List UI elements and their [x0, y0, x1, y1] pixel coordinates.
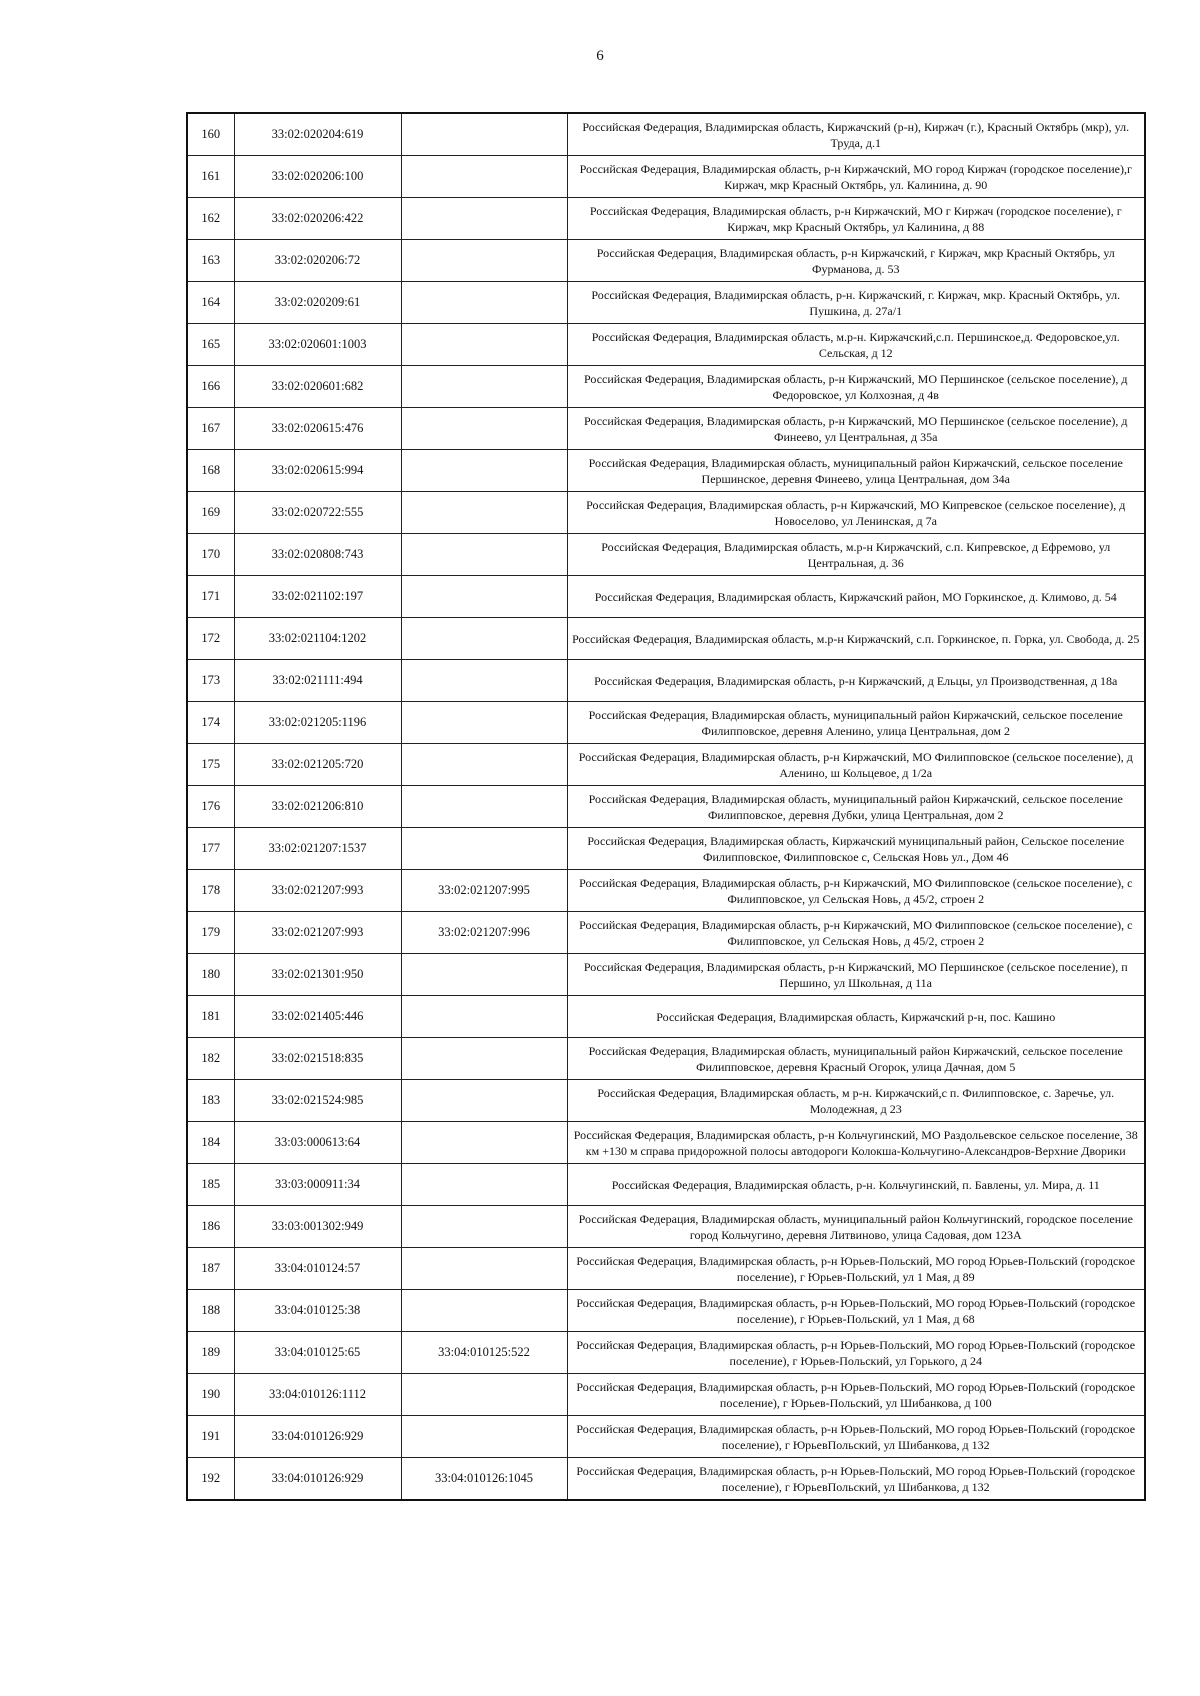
- address-cell: Российская Федерация, Владимирская область, р-н Юрьев-Польский, МО город Юрьев-Польский (городское поселение), г Юрьев-Польский, ул Горького, д 24: [567, 1332, 1145, 1374]
- address-cell: Российская Федерация, Владимирская область, р-н Киржачский, МО город Киржач (городское поселение),г Киржач, мкр Красный Октябрь, ул. Калинина, д. 90: [567, 156, 1145, 198]
- related-cadastral-number-cell: 33:04:010126:1045: [401, 1458, 567, 1501]
- row-number-cell: 182: [187, 1038, 234, 1080]
- row-number-cell: 187: [187, 1248, 234, 1290]
- related-cadastral-number-cell: [401, 408, 567, 450]
- row-number-cell: 178: [187, 870, 234, 912]
- address-cell: Российская Федерация, Владимирская область, р-н Кольчугинский, МО Раздольевское сельское поселение, 38 км +130 м справа придорожной полосы автодороги Колокша-Кольчугино-Александров-Верхние Дворики: [567, 1122, 1145, 1164]
- cadastral-number-cell: 33:02:020204:619: [234, 113, 401, 156]
- table-row: [187, 660, 1145, 702]
- related-cadastral-number-cell: [401, 744, 567, 786]
- cadastral-number-cell: 33:03:000911:34: [234, 1164, 401, 1206]
- table-row: [187, 1332, 1145, 1374]
- row-number-cell: 181: [187, 996, 234, 1038]
- related-cadastral-number-cell: [401, 198, 567, 240]
- address-cell: Российская Федерация, Владимирская область, р-н. Киржачский, г. Киржач, мкр. Красный Октябрь, ул. Пушкина, д. 27а/1: [567, 282, 1145, 324]
- related-cadastral-number-cell: [401, 1206, 567, 1248]
- address-cell: Российская Федерация, Владимирская область, р-н Киржачский, г Киржач, мкр Красный Октябрь, ул Фурманова, д. 53: [567, 240, 1145, 282]
- cadastral-number-cell: 33:02:021104:1202: [234, 618, 401, 660]
- row-number-cell: 177: [187, 828, 234, 870]
- address-cell: Российская Федерация, Владимирская область, р-н Киржачский, МО Першинское (сельское поселение), д Федоровское, ул Колхозная, д 4в: [567, 366, 1145, 408]
- address-cell: Российская Федерация, Владимирская область, м р-н. Киржачский,с п. Филипповское, с. Заречье, ул. Молодежная, д 23: [567, 1080, 1145, 1122]
- row-number-cell: 169: [187, 492, 234, 534]
- registry-table-body: [187, 113, 1145, 1500]
- related-cadastral-number-cell: 33:04:010125:522: [401, 1332, 567, 1374]
- related-cadastral-number-cell: 33:02:021207:996: [401, 912, 567, 954]
- cadastral-number-cell: 33:02:020601:1003: [234, 324, 401, 366]
- row-number-cell: 162: [187, 198, 234, 240]
- table-row: [187, 1374, 1145, 1416]
- cadastral-number-cell: 33:04:010125:38: [234, 1290, 401, 1332]
- cadastral-number-cell: 33:02:021102:197: [234, 576, 401, 618]
- table-row: [187, 492, 1145, 534]
- row-number-cell: 184: [187, 1122, 234, 1164]
- table-row: [187, 702, 1145, 744]
- cadastral-number-cell: 33:02:020209:61: [234, 282, 401, 324]
- cadastral-number-cell: 33:02:020722:555: [234, 492, 401, 534]
- row-number-cell: 185: [187, 1164, 234, 1206]
- address-cell: Российская Федерация, Владимирская область, р-н Киржачский, МО г Киржач (городское поселение), г Киржач, мкр Красный Октябрь, ул Калинина, д 88: [567, 198, 1145, 240]
- cadastral-number-cell: 33:04:010126:1112: [234, 1374, 401, 1416]
- registry-table: [186, 112, 1146, 1501]
- related-cadastral-number-cell: [401, 1038, 567, 1080]
- row-number-cell: 172: [187, 618, 234, 660]
- related-cadastral-number-cell: [401, 702, 567, 744]
- cadastral-number-cell: 33:02:020206:422: [234, 198, 401, 240]
- address-cell: Российская Федерация, Владимирская область, р-н. Кольчугинский, п. Бавлены, ул. Мира, д. 11: [567, 1164, 1145, 1206]
- cadastral-number-cell: 33:02:021524:985: [234, 1080, 401, 1122]
- table-row: [187, 1080, 1145, 1122]
- row-number-cell: 167: [187, 408, 234, 450]
- related-cadastral-number-cell: [401, 618, 567, 660]
- table-row: [187, 113, 1145, 156]
- address-cell: Российская Федерация, Владимирская область, р-н Киржачский, МО Першинское (сельское поселение), д Финеево, ул Центральная, д 35а: [567, 408, 1145, 450]
- cadastral-number-cell: 33:02:021405:446: [234, 996, 401, 1038]
- related-cadastral-number-cell: [401, 324, 567, 366]
- row-number-cell: 190: [187, 1374, 234, 1416]
- address-cell: Российская Федерация, Владимирская область, Киржачский район, МО Горкинское, д. Климово, д. 54: [567, 576, 1145, 618]
- table-row: [187, 1458, 1145, 1501]
- table-row: [187, 282, 1145, 324]
- row-number-cell: 186: [187, 1206, 234, 1248]
- cadastral-number-cell: 33:02:021207:993: [234, 912, 401, 954]
- cadastral-number-cell: 33:04:010125:65: [234, 1332, 401, 1374]
- row-number-cell: 188: [187, 1290, 234, 1332]
- table-row: [187, 450, 1145, 492]
- related-cadastral-number-cell: [401, 1416, 567, 1458]
- address-cell: Российская Федерация, Владимирская область, муниципальный район Киржачский, сельское поселение Филипповское, деревня Красный Огорок, улица Дачная, дом 5: [567, 1038, 1145, 1080]
- related-cadastral-number-cell: [401, 1248, 567, 1290]
- row-number-cell: 180: [187, 954, 234, 996]
- related-cadastral-number-cell: [401, 156, 567, 198]
- address-cell: Российская Федерация, Владимирская область, р-н Киржачский, МО Филипповское (сельское поселение), с Филипповское, ул Сельская Новь, д 45/2, строен 2: [567, 870, 1145, 912]
- address-cell: Российская Федерация, Владимирская область, р-н Юрьев-Польский, МО город Юрьев-Польский (городское поселение), г Юрьев-Польский, ул Шибанкова, д 100: [567, 1374, 1145, 1416]
- related-cadastral-number-cell: [401, 660, 567, 702]
- cadastral-number-cell: 33:02:020206:100: [234, 156, 401, 198]
- address-cell: Российская Федерация, Владимирская область, р-н Киржачский, МО Першинское (сельское поселение), п Першино, ул Школьная, д 11а: [567, 954, 1145, 996]
- related-cadastral-number-cell: [401, 1080, 567, 1122]
- related-cadastral-number-cell: [401, 576, 567, 618]
- related-cadastral-number-cell: [401, 1374, 567, 1416]
- table-row: [187, 1038, 1145, 1080]
- row-number-cell: 191: [187, 1416, 234, 1458]
- row-number-cell: 165: [187, 324, 234, 366]
- address-cell: Российская Федерация, Владимирская область, Киржачский (р-н), Киржач (г.), Красный Октябрь (мкр), ул. Труда, д.1: [567, 113, 1145, 156]
- row-number-cell: 161: [187, 156, 234, 198]
- cadastral-number-cell: 33:02:021205:720: [234, 744, 401, 786]
- address-cell: Российская Федерация, Владимирская область, м.р-н. Киржачский,с.п. Першинское,д. Федоровское,ул. Сельская, д 12: [567, 324, 1145, 366]
- cadastral-number-cell: 33:02:020601:682: [234, 366, 401, 408]
- table-row: [187, 1416, 1145, 1458]
- row-number-cell: 164: [187, 282, 234, 324]
- related-cadastral-number-cell: [401, 113, 567, 156]
- table-row: [187, 408, 1145, 450]
- row-number-cell: 170: [187, 534, 234, 576]
- table-row: [187, 1122, 1145, 1164]
- table-row: [187, 366, 1145, 408]
- cadastral-number-cell: 33:02:021301:950: [234, 954, 401, 996]
- table-row: [187, 870, 1145, 912]
- related-cadastral-number-cell: [401, 492, 567, 534]
- address-cell: Российская Федерация, Владимирская область, р-н Юрьев-Польский, МО город Юрьев-Польский (городское поселение), г Юрьев-Польский, ул 1 Мая, д 89: [567, 1248, 1145, 1290]
- related-cadastral-number-cell: [401, 282, 567, 324]
- cadastral-number-cell: 33:04:010124:57: [234, 1248, 401, 1290]
- related-cadastral-number-cell: 33:02:021207:995: [401, 870, 567, 912]
- address-cell: Российская Федерация, Владимирская область, р-н Киржачский, МО Филипповское (сельское поселение), д Аленино, ш Кольцевое, д 1/2а: [567, 744, 1145, 786]
- table-row: [187, 828, 1145, 870]
- related-cadastral-number-cell: [401, 786, 567, 828]
- address-cell: Российская Федерация, Владимирская область, м.р-н Киржачский, с.п. Горкинское, п. Горка, ул. Свобода, д. 25: [567, 618, 1145, 660]
- address-cell: Российская Федерация, Владимирская область, муниципальный район Киржачский, сельское поселение Филипповское, деревня Аленино, улица Центральная, дом 2: [567, 702, 1145, 744]
- table-row: [187, 996, 1145, 1038]
- cadastral-number-cell: 33:04:010126:929: [234, 1416, 401, 1458]
- cadastral-number-cell: 33:02:020615:476: [234, 408, 401, 450]
- cadastral-number-cell: 33:02:021111:494: [234, 660, 401, 702]
- related-cadastral-number-cell: [401, 240, 567, 282]
- row-number-cell: 168: [187, 450, 234, 492]
- row-number-cell: 192: [187, 1458, 234, 1501]
- row-number-cell: 171: [187, 576, 234, 618]
- row-number-cell: 175: [187, 744, 234, 786]
- related-cadastral-number-cell: [401, 1290, 567, 1332]
- row-number-cell: 176: [187, 786, 234, 828]
- table-row: [187, 786, 1145, 828]
- table-row: [187, 744, 1145, 786]
- cadastral-number-cell: 33:02:021205:1196: [234, 702, 401, 744]
- cadastral-number-cell: 33:02:021207:1537: [234, 828, 401, 870]
- table-row: [187, 576, 1145, 618]
- address-cell: Российская Федерация, Владимирская область, муниципальный район Киржачский, сельское поселение Першинское, деревня Финеево, улица Центральная, дом 34а: [567, 450, 1145, 492]
- related-cadastral-number-cell: [401, 954, 567, 996]
- table-row: [187, 324, 1145, 366]
- table-row: [187, 534, 1145, 576]
- cadastral-number-cell: 33:02:020615:994: [234, 450, 401, 492]
- table-row: [187, 1164, 1145, 1206]
- cadastral-number-cell: 33:02:020206:72: [234, 240, 401, 282]
- related-cadastral-number-cell: [401, 366, 567, 408]
- cadastral-number-cell: 33:02:021206:810: [234, 786, 401, 828]
- cadastral-number-cell: 33:03:000613:64: [234, 1122, 401, 1164]
- table-row: [187, 912, 1145, 954]
- address-cell: Российская Федерация, Владимирская область, р-н Юрьев-Польский, МО город Юрьев-Польский (городское поселение), г ЮрьевПольский, ул Шибанкова, д 132: [567, 1458, 1145, 1501]
- address-cell: Российская Федерация, Владимирская область, муниципальный район Киржачский, сельское поселение Филипповское, деревня Дубки, улица Центральная, дом 2: [567, 786, 1145, 828]
- address-cell: Российская Федерация, Владимирская область, р-н Киржачский, МО Кипревское (сельское поселение), д Новоселово, ул Ленинская, д 7а: [567, 492, 1145, 534]
- table-row: [187, 618, 1145, 660]
- table-row: [187, 1248, 1145, 1290]
- cadastral-number-cell: 33:02:021518:835: [234, 1038, 401, 1080]
- address-cell: Российская Федерация, Владимирская область, Киржачский муниципальный район, Сельское поселение Филипповское, Филипповское с, Сельская Новь ул., Дом 46: [567, 828, 1145, 870]
- related-cadastral-number-cell: [401, 534, 567, 576]
- related-cadastral-number-cell: [401, 450, 567, 492]
- table-row: [187, 1206, 1145, 1248]
- address-cell: Российская Федерация, Владимирская область, Киржачский р-н, пос. Кашино: [567, 996, 1145, 1038]
- table-row: [187, 156, 1145, 198]
- table-row: [187, 954, 1145, 996]
- related-cadastral-number-cell: [401, 1164, 567, 1206]
- address-cell: Российская Федерация, Владимирская область, р-н Киржачский, МО Филипповское (сельское поселение), с Филипповское, ул Сельская Новь, д 45/2, строен 2: [567, 912, 1145, 954]
- row-number-cell: 174: [187, 702, 234, 744]
- address-cell: Российская Федерация, Владимирская область, муниципальный район Кольчугинский, городское поселение город Кольчугино, деревня Литвиново, улица Садовая, дом 123А: [567, 1206, 1145, 1248]
- row-number-cell: 160: [187, 113, 234, 156]
- address-cell: Российская Федерация, Владимирская область, р-н Юрьев-Польский, МО город Юрьев-Польский (городское поселение), г ЮрьевПольский, ул Шибанкова, д 132: [567, 1416, 1145, 1458]
- table-row: [187, 240, 1145, 282]
- cadastral-number-cell: 33:02:020808:743: [234, 534, 401, 576]
- table-row: [187, 1290, 1145, 1332]
- cadastral-number-cell: 33:02:021207:993: [234, 870, 401, 912]
- row-number-cell: 173: [187, 660, 234, 702]
- table-row: [187, 198, 1145, 240]
- row-number-cell: 183: [187, 1080, 234, 1122]
- page-number: 6: [596, 48, 604, 64]
- cadastral-number-cell: 33:04:010126:929: [234, 1458, 401, 1501]
- related-cadastral-number-cell: [401, 996, 567, 1038]
- row-number-cell: 189: [187, 1332, 234, 1374]
- cadastral-number-cell: 33:03:001302:949: [234, 1206, 401, 1248]
- row-number-cell: 166: [187, 366, 234, 408]
- address-cell: Российская Федерация, Владимирская область, р-н Юрьев-Польский, МО город Юрьев-Польский (городское поселение), г Юрьев-Польский, ул 1 Мая, д 68: [567, 1290, 1145, 1332]
- row-number-cell: 179: [187, 912, 234, 954]
- address-cell: Российская Федерация, Владимирская область, м.р-н Киржачский, с.п. Кипревское, д Ефремово, ул Центральная, д. 36: [567, 534, 1145, 576]
- row-number-cell: 163: [187, 240, 234, 282]
- related-cadastral-number-cell: [401, 828, 567, 870]
- related-cadastral-number-cell: [401, 1122, 567, 1164]
- address-cell: Российская Федерация, Владимирская область, р-н Киржачский, д Ельцы, ул Производственная, д 18а: [567, 660, 1145, 702]
